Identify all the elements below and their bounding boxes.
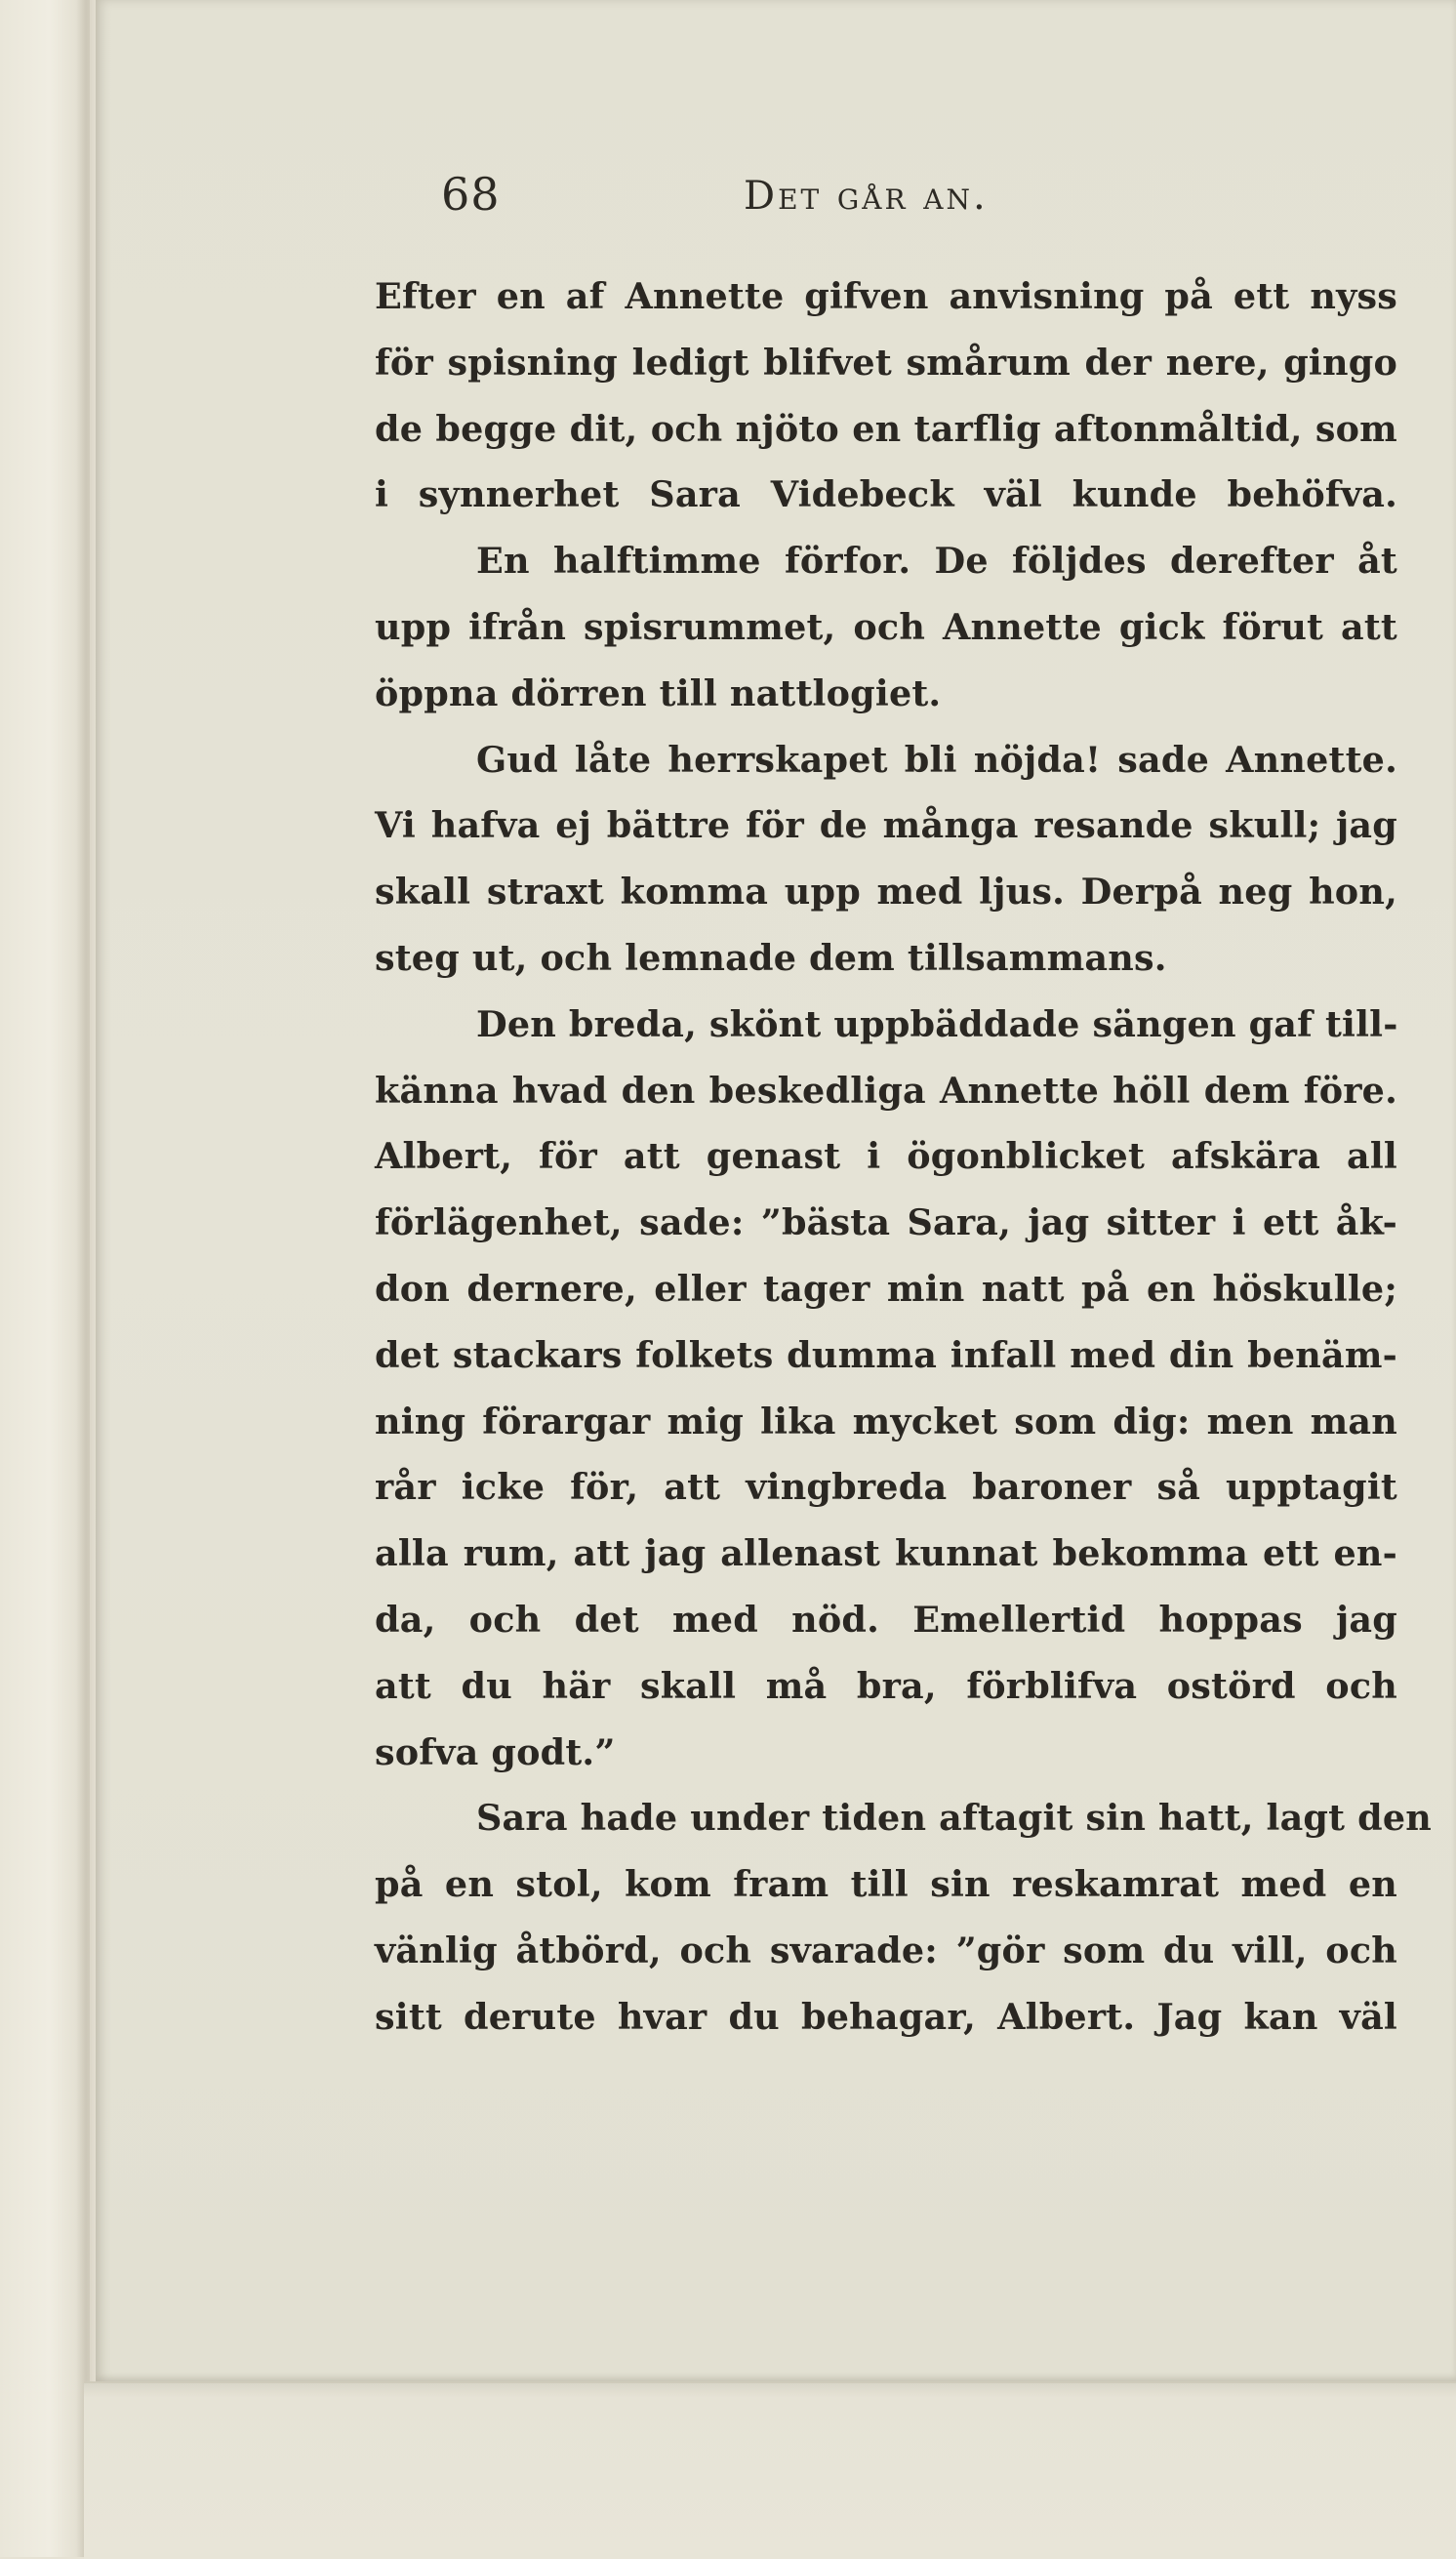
text-line: de begge dit, och njöto en tarflig aftonmåltid, som — [375, 407, 1397, 450]
text-line: En halftimme förfor. De följdes derefter åt — [476, 540, 1397, 583]
text-line: att du här skall må bra, förblifva ostörd och — [375, 1664, 1397, 1707]
text-line: det stackars folkets dumma infall med din benäm- — [375, 1333, 1397, 1376]
text-line: Efter en af Annette gifven anvisning på ett nyss — [375, 275, 1397, 317]
text-line: Albert, för att genast i ögonblicket afskära all — [375, 1135, 1397, 1178]
text-line: ning förargar mig lika mycket som dig: men man — [375, 1400, 1397, 1442]
text-line: don dernere, eller tager min natt på en höskulle; — [375, 1267, 1397, 1310]
text-line: rår icke för, att vingbreda baroner så upptagit — [375, 1466, 1397, 1509]
page-number: 68 — [441, 168, 501, 221]
page-bottom-fold — [84, 2381, 1456, 2559]
text-line: vänlig åtbörd, och svarade: ”gör som du vill, och — [375, 1929, 1397, 1971]
body-text — [375, 264, 1432, 2051]
text-line: sofva godt.” — [375, 1730, 616, 1773]
text-line: känna hvad den beskedliga Annette höll dem före. — [375, 1069, 1397, 1112]
text-line: Den breda, skönt uppbäddade sängen gaf till- — [476, 1002, 1398, 1045]
text-line: sitt derute hvar du behagar, Albert. Jag kan väl — [375, 1995, 1397, 2038]
text-line: öppna dörren till nattlogiet. — [375, 671, 942, 714]
text-line: i synnerhet Sara Videbeck väl kunde behöfva. — [375, 473, 1397, 516]
text-line: da, och det med nöd. Emellertid hoppas jag — [375, 1598, 1397, 1641]
text-line: steg ut, och lemnade dem tillsammans. — [375, 936, 1167, 979]
running-head — [441, 168, 1046, 238]
text-line: upp ifrån spisrummet, och Annette gick förut att — [375, 605, 1397, 648]
text-line: för spisning ledigt blifvet smårum der nere, gingo — [375, 341, 1397, 384]
text-line: förlägenhet, sade: ”bästa Sara, jag sitter i ett åk- — [375, 1201, 1397, 1244]
text-line: skall straxt komma upp med ljus. Derpå neg hon, — [375, 871, 1397, 914]
page-edge-shadow — [76, 0, 98, 2557]
text-line: alla rum, att jag allenast kunnat bekomma ett en- — [375, 1532, 1397, 1575]
text-line: Vi hafva ej bättre för de många resande skull; jag — [375, 804, 1397, 847]
text-line: på en stol, kom fram till sin reskamrat med en — [375, 1863, 1397, 1906]
running-title: Det går an. — [744, 174, 989, 219]
text-line: Gud låte herrskapet bli nöjda! sade Annette. — [476, 738, 1397, 781]
text-line: Sara hade under tiden aftagit sin hatt, lagt den — [476, 1797, 1432, 1840]
